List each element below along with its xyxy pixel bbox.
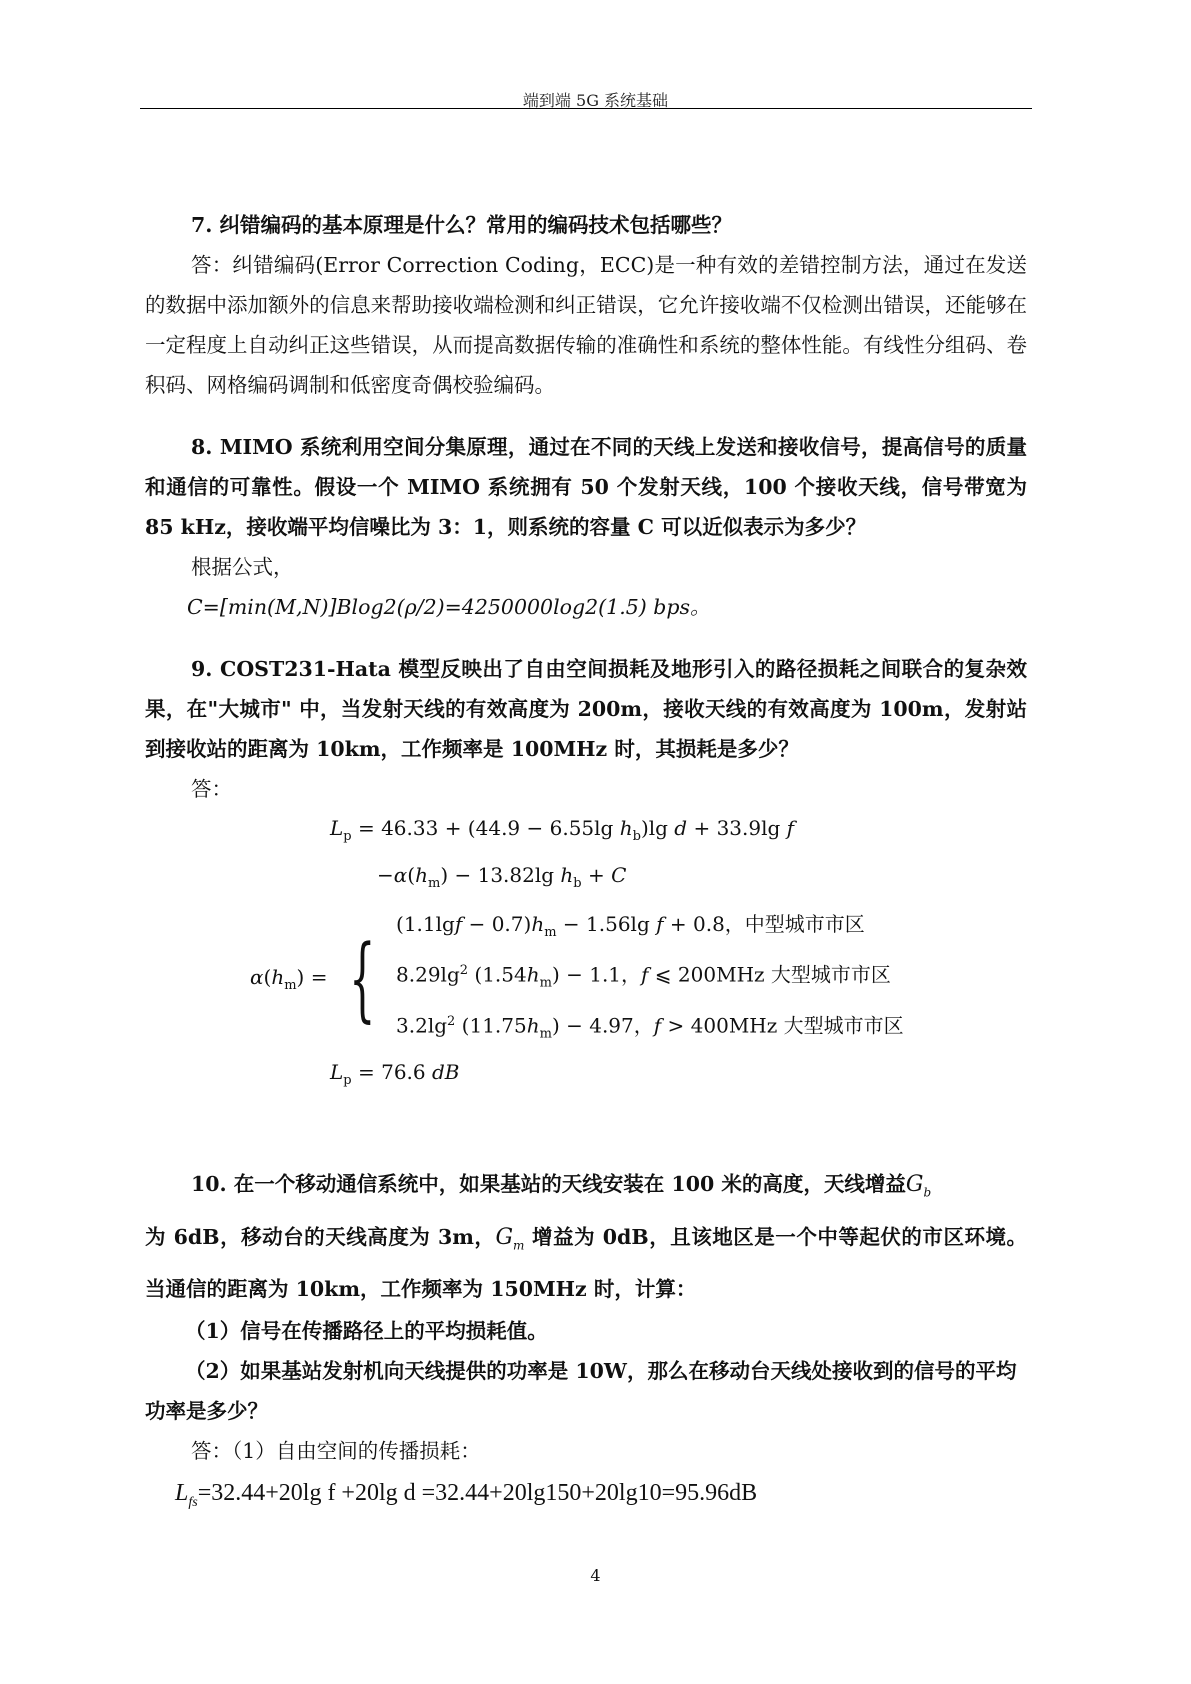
answer-9-label: 答： [191,777,232,801]
page-body [145,205,1027,1525]
answer-7: 答：纠错编码(Error Correction Coding，ECC)是一种有效的差错控制方法，通过在发送的数据中添加额外的信息来帮助接收端检测和纠正错误，它允许接收端不仅检测出错误，还能够在一定程度上自动纠正这些错误，从而提高数据传输的准确性和系统的整体性能。有线性分组码、卷积码、网格编码调制和低密度奇偶校验编码。 [145,253,1027,397]
lp-result: $L_p = 76.6$ dB [330,1060,460,1089]
answer-8-label: 根据公式， [191,555,294,579]
page-number: 4 [590,1566,601,1585]
header-rule [140,108,1032,109]
running-header: 端到端 5G 系统基础 [522,91,669,110]
question-10: 10. 在一个移动通信系统中，如果基站的天线安装在 100 米的高度，天线增益$G_b$ [191,1172,932,1200]
question-8: 8. MIMO 系统利用空间分集原理，通过在不同的天线上发送和接收信号，提高信号的质量和通信的可靠性。假设一个 MIMO 系统拥有 50 个发射天线，100 个接收天线，信号带宽为 85 kHz，接收端平均信噪比为 3：1，则系统的容量 C 可以近似表示为多少？ [145,435,1027,539]
gb-symbol: $G_b$ [905,1172,932,1200]
alpha-case-1: $(1.1\lg f - 0.7)h_m - 1.56\lg$ f + 0.8，中型城市市区 [396,912,865,940]
subquestion-1: （1）信号在传播路径上的平均损耗值。 [185,1319,548,1344]
alpha-lhs: $\alpha(h_m)$ = [250,965,328,994]
answer-10: 答：（1）自由空间的传播损耗： [191,1439,481,1464]
gm-symbol: $G_m$ [495,1224,525,1253]
free-space-loss-formula: $L_{fs}=32.44+20\lg$ f +20lg d =32.44+20lg150+20lg10=95.96dB [175,1480,758,1510]
question-10-cont: 为 6dB，移动台的天线高度为 3m，$G_m$ 增益为 0dB，且该地区是一个中等起伏的市区环境。当通信的距离为 10km，工作频率为 150MHz 时，计算： [145,1224,1027,1302]
alpha-cases [145,905,1027,1053]
subquestion-2: （2）如果基站发射机向天线提供的功率是 10W，那么在移动台天线处接收到的信号的平均功率是多少？ [145,1359,1017,1424]
question-9: 9. COST231-Hata 模型反映出了自由空间损耗及地形引入的路径损耗之间联合的复杂效果，在"大城市" 中，当发射天线的有效高度为 200m，接收天线的有效高度为 100m，发射站到接收站的距离为 10km，工作频率是 100MHz 时，其损耗是多少？ [145,657,1027,761]
alpha-case-3: $3.2\lg^2$ $(11.75h_m) - 4.97$，f > 400MHz 大型城市市区 [396,1013,904,1042]
capacity-formula: C=[min(M,N)]Blog2(ρ/2)=4250000log2(1.5) bps。 [187,595,711,619]
left-brace: { [349,925,376,1033]
alpha-case-2: $8.29\lg^2$ $(1.54h_m) - 1.1$，f ⩽ 200MHz 大型城市市区 [396,962,891,991]
lp-formula-line2: $-\alpha(h_m) - 13.82\lg$ $h_b + C$ [377,863,627,891]
question-7: 7. 纠错编码的基本原理是什么？常用的编码技术包括哪些？ [191,213,733,237]
cost231-formula-block [145,809,1027,1100]
lp-formula-line1: $L_p = 46.33 + (44.9 - 6.55\lg$ $h_b)\lg$ d + 33.9lg f [330,816,795,844]
